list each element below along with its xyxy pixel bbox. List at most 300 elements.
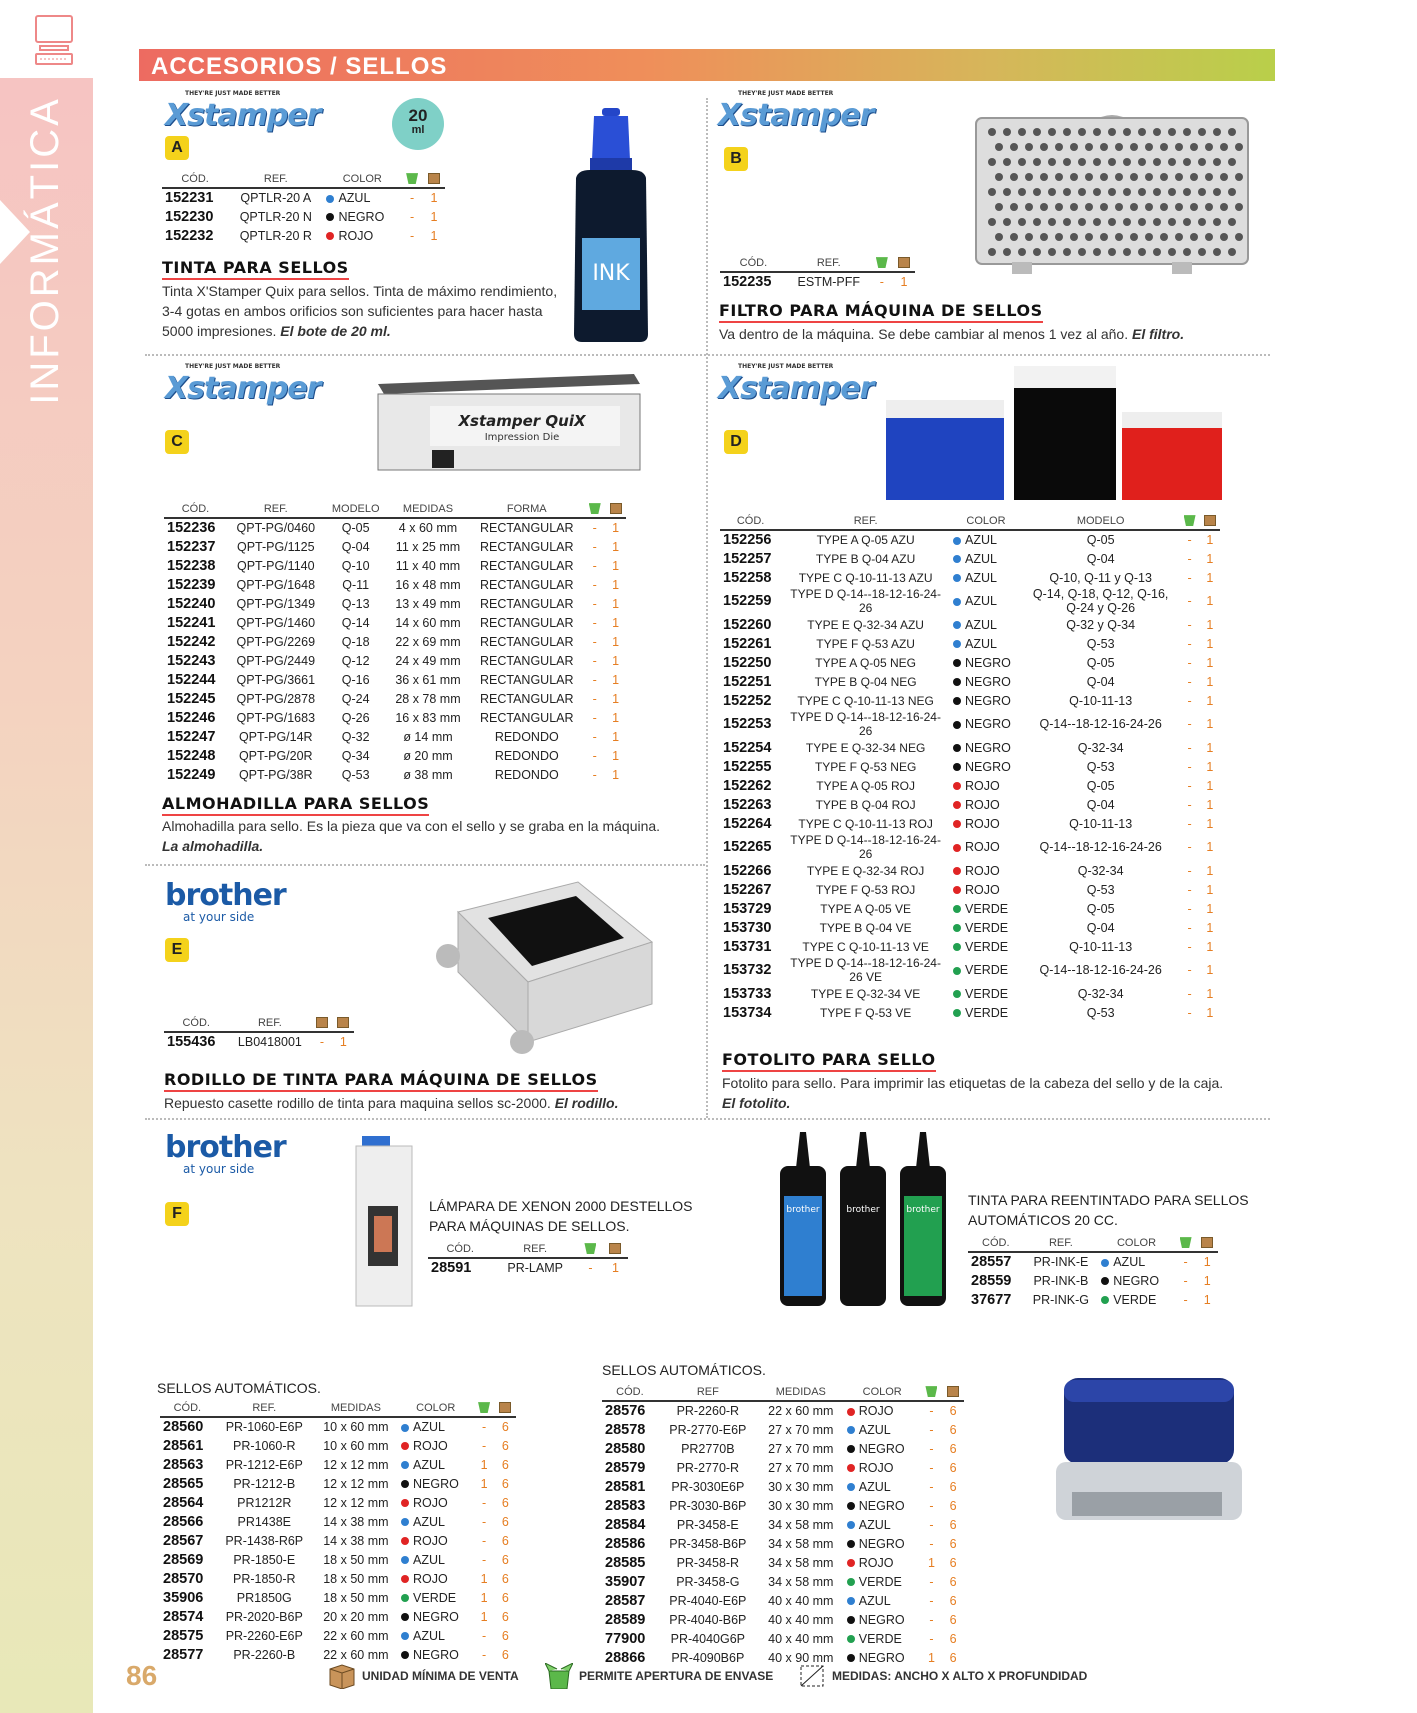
units-cell: 6: [501, 1514, 509, 1529]
color-label: VERDE: [858, 1631, 902, 1646]
modelo-cell: Q-14--18-12-16-24-26: [1039, 963, 1162, 977]
open-cell: -: [319, 1035, 325, 1049]
units-cell: 1: [1203, 1255, 1211, 1269]
color-dot-icon: [847, 1559, 855, 1567]
medidas-cell: 13 x 49 mm: [395, 596, 461, 611]
color-cell: [950, 795, 1022, 814]
forma-cell: RECTANGULAR: [480, 691, 574, 706]
color-label: AZUL: [413, 1420, 445, 1434]
units-cell: 1: [1206, 863, 1214, 878]
table-row: [162, 226, 445, 245]
ref-cell: TYPE E Q-32-34 ROJ: [806, 863, 925, 878]
table-row: [602, 1629, 964, 1648]
col-header: REF.: [227, 502, 325, 518]
color-dot-icon: [401, 1651, 409, 1659]
color-label: NEGRO: [1113, 1273, 1160, 1288]
table-row: [164, 689, 626, 708]
open-cell: -: [929, 1441, 934, 1456]
units-cell: 1: [612, 615, 620, 630]
cod-cell: 152249: [167, 766, 216, 783]
medidas-cell: 27 x 70 mm: [768, 1441, 834, 1456]
color-label: AZUL: [413, 1457, 445, 1472]
color-cell: [950, 710, 1022, 738]
color-label: AZUL: [965, 594, 997, 608]
color-label: ROJO: [338, 228, 374, 243]
min-sale-icon: [495, 1401, 516, 1417]
cod-cell: 28570: [163, 1570, 204, 1587]
modelo-cell: Q-16: [341, 672, 370, 687]
product-badge-a: A: [165, 136, 189, 160]
cod-cell: 28585: [605, 1554, 646, 1571]
ref-cell: TYPE B Q-04 ROJ: [815, 797, 916, 812]
units-cell: 6: [949, 1536, 957, 1551]
color-dot-icon: [953, 555, 961, 563]
units-cell: 1: [1206, 986, 1214, 1001]
open-cell: 1: [480, 1476, 488, 1491]
col-header: CÓD.: [162, 172, 228, 188]
modelo-cell: Q-14: [341, 615, 370, 630]
modelo-cell: Q-05: [1086, 778, 1115, 793]
forma-cell: RECTANGULAR: [480, 634, 574, 649]
units-cell: 1: [430, 191, 438, 205]
units-cell: 6: [949, 1404, 957, 1418]
units-cell: 1: [900, 275, 908, 289]
color-dot-icon: [401, 1556, 409, 1564]
ref-cell: QPTLR-20 A: [240, 191, 312, 205]
units-cell: 6: [501, 1438, 509, 1453]
cod-cell: 152264: [723, 815, 772, 832]
color-dot-icon: [401, 1480, 409, 1488]
units-cell: 1: [1206, 901, 1214, 916]
color-dot-icon: [953, 801, 961, 809]
color-cell: [1098, 1290, 1175, 1309]
page-number: 86: [126, 1660, 158, 1691]
color-cell: [950, 937, 1022, 956]
brother-logo: brother at your side: [165, 1130, 286, 1176]
cod-cell: 152239: [167, 576, 216, 593]
ref-cell: PR-4040-E6P: [669, 1593, 747, 1608]
ref-cell: PR1212R: [237, 1495, 292, 1510]
xstamper-logo: THEY'RE JUST MADE BETTER Xstamper: [718, 90, 874, 133]
product-title-d: FOTOLITO PARA SELLO: [722, 1050, 936, 1072]
modelo-cell: Q-14--18-12-16-24-26: [1039, 717, 1162, 731]
medidas-cell: 22 x 60 mm: [323, 1647, 389, 1662]
color-label: VERDE: [965, 986, 1009, 1001]
open-cell: -: [481, 1438, 487, 1453]
color-label: NEGRO: [858, 1612, 905, 1627]
table-b: [720, 256, 915, 291]
color-cell: [844, 1629, 921, 1648]
color-cell: [950, 653, 1022, 672]
separator: [706, 98, 708, 1118]
medidas-cell: 12 x 12 mm: [323, 1476, 389, 1491]
open-cell: 1: [480, 1571, 488, 1586]
medidas-cell: ø 14 mm: [403, 729, 453, 744]
table-row: [602, 1534, 964, 1553]
modelo-cell: Q-04: [1086, 797, 1115, 812]
color-cell: [950, 757, 1022, 776]
table-d: [720, 514, 1220, 1022]
color-dot-icon: [953, 782, 961, 790]
color-dot-icon: [847, 1445, 855, 1453]
color-cell: [950, 814, 1022, 833]
color-label: AZUL: [858, 1479, 891, 1494]
cod-cell: 152240: [167, 595, 216, 612]
color-dot-icon: [953, 659, 961, 667]
cod-cell: 35907: [605, 1573, 646, 1590]
col-header: MEDIDAS: [387, 502, 469, 518]
color-label: ROJO: [965, 863, 1000, 878]
color-label: VERDE: [858, 1574, 902, 1589]
color-cell: [398, 1512, 473, 1531]
color-dot-icon: [847, 1654, 855, 1662]
ref-cell: PR-1850-R: [232, 1571, 296, 1586]
ref-cell: QPT-PG/2449: [236, 653, 316, 668]
color-dot-icon: [953, 621, 961, 629]
cod-cell: 37677: [971, 1291, 1012, 1308]
separator: [145, 1118, 1270, 1120]
ref-cell: TYPE B Q-04 AZU: [815, 551, 916, 566]
color-dot-icon: [953, 721, 961, 729]
color-label: ROJO: [858, 1404, 894, 1418]
product-desc-c: Almohadilla para sello. Es la pieza que va con el sello y se graba en la máquina. La almohadilla.: [162, 818, 661, 854]
open-cell: -: [592, 691, 597, 706]
color-cell: [950, 738, 1022, 757]
modelo-cell: Q-10: [341, 558, 370, 573]
medidas-cell: 22 x 60 mm: [768, 1404, 834, 1418]
modelo-cell: Q-12: [341, 653, 370, 668]
color-cell: [950, 776, 1022, 795]
cod-cell: 28587: [605, 1592, 646, 1609]
open-cell: -: [1187, 717, 1192, 731]
open-cell: -: [592, 672, 597, 687]
open-cell: -: [929, 1612, 934, 1627]
ref-cell: QPTLR-20 R: [239, 228, 312, 243]
open-cell: -: [1187, 740, 1192, 755]
medidas-cell: 22 x 60 mm: [323, 1628, 389, 1643]
cod-cell: 152243: [167, 652, 216, 669]
color-dot-icon: [953, 640, 961, 648]
col-header: CÓD.: [164, 502, 227, 518]
col-header: REF.: [781, 514, 950, 530]
units-cell: 6: [949, 1460, 957, 1475]
lamp-title: LÁMPARA DE XENON 2000 DESTELLOS PARA MÁQUINAS DE SELLOS.: [429, 1198, 693, 1234]
col-header: MODELO: [1022, 514, 1180, 530]
medidas-cell: 18 x 50 mm: [323, 1571, 389, 1586]
units-cell: 6: [949, 1650, 957, 1665]
open-cell: -: [481, 1495, 487, 1510]
product-title-e: RODILLO DE TINTA PARA MÁQUINA DE SELLOS: [164, 1070, 598, 1092]
color-dot-icon: [1101, 1296, 1109, 1304]
forma-cell: REDONDO: [494, 748, 559, 763]
modelo-cell: Q-53: [1086, 1005, 1115, 1020]
open-cell: -: [592, 653, 597, 668]
product-badge-f: F: [165, 1202, 189, 1226]
product-badge-d: D: [724, 430, 748, 454]
color-dot-icon: [953, 943, 961, 951]
cod-cell: 153731: [723, 938, 772, 955]
ref-cell: QPT-PG/1648: [236, 577, 316, 592]
table-row: [720, 833, 1220, 861]
cod-cell: 35906: [163, 1589, 204, 1606]
legend-min-sale: UNIDAD MÍNIMA DE VENTA: [328, 1662, 519, 1690]
col-header: CÓD.: [164, 1016, 228, 1032]
table-row: [720, 757, 1220, 776]
cod-cell: 152267: [723, 881, 772, 898]
table-row: [720, 937, 1220, 956]
cod-cell: 28565: [163, 1475, 204, 1492]
ref-cell: PR-4040-B6P: [669, 1612, 747, 1627]
ref-cell: TYPE F Q-53 VE: [819, 1005, 912, 1020]
open-cell: -: [929, 1404, 934, 1418]
cod-cell: 152242: [167, 633, 216, 650]
open-cell: -: [1187, 1005, 1192, 1020]
automatic-stamp-image: [1054, 1372, 1242, 1522]
open-cell: -: [592, 577, 597, 592]
color-dot-icon: [953, 967, 961, 975]
cod-cell: 152254: [723, 739, 772, 756]
color-dot-icon: [401, 1424, 409, 1432]
ref-cell: TYPE D Q-14--18-12-16-24-26: [790, 833, 941, 861]
cod-cell: 152247: [167, 728, 216, 745]
modelo-cell: Q-53: [341, 767, 370, 782]
color-label: AZUL: [965, 636, 997, 651]
color-label: ROJO: [965, 882, 1000, 897]
color-dot-icon: [847, 1635, 855, 1643]
color-cell: [950, 691, 1022, 710]
ref-cell: QPT-PG/2269: [236, 634, 316, 649]
ref-cell: PR-1060-R: [232, 1438, 296, 1453]
xstamper-logo: THEY'RE JUST MADE BETTER Xstamper: [165, 90, 321, 133]
color-cell: [398, 1550, 473, 1569]
ref-cell: QPT-PG/3661: [236, 672, 316, 687]
modelo-cell: Q-26: [341, 710, 370, 725]
color-dot-icon: [326, 232, 334, 240]
col-header: REF: [658, 1385, 758, 1401]
cod-cell: 28560: [163, 1419, 204, 1435]
open-cell: -: [588, 1261, 593, 1275]
color-dot-icon: [847, 1616, 855, 1624]
color-label: AZUL: [965, 533, 997, 547]
color-label: ROJO: [965, 778, 1000, 793]
forma-cell: RECTANGULAR: [480, 539, 574, 554]
refill-ink-bottles-image: [776, 1132, 956, 1308]
color-cell: [323, 207, 401, 226]
cod-cell: 152241: [167, 614, 216, 631]
open-pack-icon: [921, 1385, 943, 1401]
forma-cell: RECTANGULAR: [480, 596, 574, 611]
color-cell: [950, 568, 1022, 587]
modelo-cell: Q-04: [1086, 551, 1115, 566]
cod-cell: 28583: [605, 1497, 646, 1514]
table-row: [160, 1474, 516, 1493]
table-row: [720, 880, 1220, 899]
cod-cell: 28559: [971, 1272, 1012, 1289]
units-cell: 1: [1206, 797, 1214, 812]
ref-cell: PR2770B: [681, 1441, 735, 1456]
ref-cell: TYPE D Q-14--18-12-16-24-26: [790, 587, 941, 615]
color-label: NEGRO: [413, 1609, 459, 1624]
separator: [145, 864, 705, 866]
forma-cell: RECTANGULAR: [480, 710, 574, 725]
medidas-cell: 12 x 12 mm: [323, 1457, 389, 1472]
col-header: COLOR: [1098, 1236, 1175, 1252]
open-cell: -: [1187, 617, 1192, 632]
ref-cell: QPT-PG/14R: [238, 729, 313, 744]
open-cell: -: [929, 1460, 934, 1475]
medidas-cell: 36 x 61 mm: [395, 672, 461, 687]
modelo-cell: Q-14--18-12-16-24-26: [1039, 840, 1162, 854]
auto-stamps-title-2: SELLOS AUTOMÁTICOS.: [602, 1362, 766, 1378]
color-label: NEGRO: [965, 717, 1011, 731]
units-cell: 6: [501, 1571, 509, 1586]
color-label: AZUL: [965, 551, 997, 566]
table-row: [164, 537, 626, 556]
min-sale-icon: [893, 256, 915, 272]
color-cell: [398, 1417, 473, 1436]
col-header: COLOR: [323, 172, 401, 188]
color-cell: [323, 226, 401, 245]
ref-cell: ESTM-PFF: [797, 275, 861, 289]
color-label: ROJO: [413, 1438, 448, 1453]
color-label: NEGRO: [858, 1650, 905, 1665]
units-cell: 6: [501, 1476, 509, 1491]
medidas-cell: 11 x 25 mm: [395, 539, 461, 554]
color-label: ROJO: [413, 1533, 448, 1548]
cod-cell: 28561: [163, 1437, 204, 1454]
modelo-cell: Q-32-34: [1077, 986, 1124, 1001]
color-label: AZUL: [338, 191, 371, 205]
section-title: ACCESORIOS / SELLOS: [151, 53, 448, 80]
units-cell: 1: [612, 1261, 619, 1275]
modelo-cell: Q-10-11-13: [1069, 816, 1133, 831]
table-row: [720, 899, 1220, 918]
open-cell: 1: [927, 1555, 935, 1570]
min-sale-icon: [311, 1016, 332, 1032]
cod-cell: 152238: [167, 557, 216, 574]
medidas-cell: 24 x 49 mm: [395, 653, 461, 668]
color-label: NEGRO: [858, 1536, 905, 1551]
units-cell: 1: [430, 228, 438, 243]
open-pack-icon: [1175, 1236, 1197, 1252]
open-cell: -: [1183, 1255, 1188, 1269]
cod-cell: 152262: [723, 777, 772, 794]
modelo-cell: Q-34: [341, 748, 370, 763]
color-label: NEGRO: [965, 759, 1011, 774]
color-dot-icon: [847, 1521, 855, 1529]
units-cell: 1: [1206, 778, 1214, 793]
color-dot-icon: [1101, 1259, 1109, 1267]
ref-cell: PR-INK-G: [1032, 1292, 1090, 1307]
open-cell: -: [592, 634, 597, 649]
open-cell: 1: [480, 1590, 488, 1605]
cod-cell: 28589: [605, 1611, 646, 1628]
color-cell: [950, 984, 1022, 1003]
ref-cell: QPT-PG/1460: [236, 615, 316, 630]
ref-cell: TYPE F Q-53 ROJ: [815, 882, 916, 897]
col-header: CÓD.: [968, 1236, 1024, 1252]
col-header: COLOR: [844, 1385, 921, 1401]
cod-cell: 152261: [723, 635, 772, 652]
col-header: CÓD.: [602, 1385, 658, 1401]
ref-cell: TYPE A Q-05 NEG: [815, 655, 916, 670]
medidas-cell: 14 x 60 mm: [395, 615, 461, 630]
color-dot-icon: [847, 1464, 855, 1472]
ref-cell: TYPE E Q-32-34 NEG: [805, 740, 926, 755]
min-sale-icon: [942, 1385, 964, 1401]
table-c: [164, 502, 626, 784]
table-row: [968, 1290, 1218, 1309]
medidas-cell: ø 20 mm: [403, 748, 453, 763]
color-label: NEGRO: [965, 674, 1011, 689]
open-cell: -: [1187, 816, 1192, 831]
cod-cell: 152260: [723, 616, 772, 633]
color-label: ROJO: [858, 1555, 894, 1570]
color-label: NEGRO: [858, 1441, 905, 1456]
open-cell: -: [1187, 920, 1192, 935]
ref-cell: TYPE D Q-14--18-12-16-24-26: [790, 710, 941, 738]
ref-cell: PR-INK-B: [1033, 1273, 1089, 1288]
color-label: NEGRO: [413, 1476, 459, 1491]
table-row: [164, 613, 626, 632]
col-header: CÓD.: [160, 1401, 215, 1417]
units-cell: 1: [1206, 617, 1214, 632]
forma-cell: REDONDO: [494, 729, 559, 744]
color-dot-icon: [953, 537, 961, 545]
color-label: AZUL: [858, 1422, 891, 1437]
svg-text:brother: brother: [846, 1205, 880, 1215]
open-cell: -: [1187, 939, 1192, 954]
table-row: [602, 1458, 964, 1477]
open-cell: -: [1187, 533, 1192, 547]
color-label: VERDE: [413, 1590, 457, 1605]
ref-cell: TYPE A Q-05 VE: [820, 901, 911, 916]
ref-cell: TYPE D Q-14--18-12-16-24-26 VE: [790, 956, 941, 984]
medidas-cell: 30 x 30 mm: [768, 1498, 834, 1513]
medidas-cell: 18 x 50 mm: [323, 1590, 389, 1605]
cod-cell: 28567: [163, 1532, 204, 1549]
color-label: NEGRO: [965, 740, 1011, 755]
color-cell: [844, 1477, 921, 1496]
color-cell: [950, 634, 1022, 653]
units-cell: 1: [1206, 674, 1214, 689]
color-cell: [950, 861, 1022, 880]
ref-cell: QPT-PG/1125: [236, 539, 315, 554]
forma-cell: RECTANGULAR: [480, 558, 574, 573]
modelo-cell: Q-53: [1086, 882, 1115, 897]
ref-cell: TYPE F Q-53 NEG: [814, 759, 917, 774]
units-cell: 1: [1206, 636, 1214, 651]
cod-cell: 28578: [605, 1421, 646, 1438]
cod-cell: 28569: [163, 1551, 204, 1568]
ref-cell: PR-3458-E: [676, 1517, 739, 1532]
refill-ink-title: TINTA PARA REENTINTADO PARA SELLOS AUTOMÁTICOS 20 CC.: [968, 1192, 1249, 1228]
units-cell: 1: [1206, 740, 1214, 755]
color-cell: [844, 1439, 921, 1458]
sidebar: [0, 0, 93, 1713]
units-cell: 6: [501, 1609, 509, 1624]
open-cell: -: [592, 710, 597, 725]
color-dot-icon: [953, 867, 961, 875]
medidas-cell: 28 x 78 mm: [395, 691, 461, 706]
color-label: AZUL: [965, 570, 997, 585]
medidas-cell: 16 x 48 mm: [395, 577, 461, 592]
color-dot-icon: [953, 990, 961, 998]
open-cell: -: [929, 1593, 934, 1608]
cod-cell: 28579: [605, 1459, 646, 1476]
min-sale-icon: [1196, 1236, 1218, 1252]
table-row: [160, 1493, 516, 1512]
